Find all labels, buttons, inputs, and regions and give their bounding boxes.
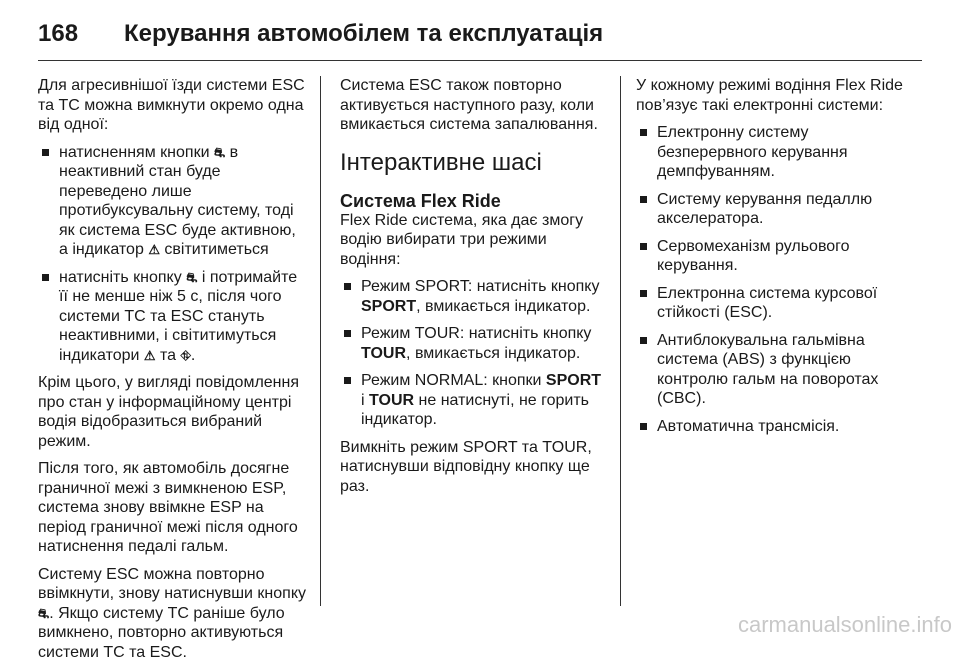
- bullet-icon: [42, 274, 49, 281]
- text: Режим SPORT: натисніть кнопку: [361, 278, 600, 295]
- text: , вмикається індикатор.: [416, 297, 591, 315]
- bullet-icon: [344, 283, 351, 290]
- bullet-icon: [640, 290, 647, 297]
- list-item: [636, 190, 921, 229]
- list-item: [636, 331, 921, 409]
- bullet-icon: [42, 149, 49, 156]
- list-item: [340, 277, 605, 316]
- text: Антиблокувальна гальмівна система (ABS) з функцією контролю гальм на поворотах (CBC).: [657, 331, 879, 407]
- text: , вмикається індикатор.: [406, 344, 581, 362]
- paragraph: [38, 565, 308, 663]
- column-1: [38, 76, 308, 670]
- list-item: [38, 268, 308, 366]
- esc-off-icon: ⚠: [148, 242, 160, 257]
- paragraph: Крім цього, у вигляді повідомлення про стан у інформаційному центрі водія відобразиться вибраний режим.: [38, 374, 300, 450]
- text: Сервомеханізм рульового керування.: [657, 237, 850, 274]
- subsection-heading: Система Flex Ride: [340, 190, 501, 211]
- intro-paragraph: Flex Ride система, яка дає змогу водію вибирати три режими водіння:: [340, 211, 584, 268]
- bullet-icon: [640, 129, 647, 136]
- text: не натиснуті, не горить індикатор.: [361, 391, 590, 428]
- text: Автоматична трансмісія.: [657, 417, 840, 435]
- paragraph: Система ESC також повторно активується наступного разу, коли вмикається система запалювання.: [340, 77, 598, 133]
- list-item: [340, 324, 605, 363]
- key-label: SPORT: [545, 372, 602, 389]
- text: Режим NORMAL: кнопки: [361, 372, 542, 389]
- esc-off-icon: ⚠: [143, 347, 156, 363]
- list-item: [636, 237, 921, 276]
- intro-paragraph: Для агресивнішої їзди системи ESC та TC можна вимкнути окремо одна від одної:: [38, 77, 305, 133]
- text: та: [160, 346, 177, 364]
- bullet-icon: [640, 337, 647, 344]
- text: Електронна система курсової стійкості (ESC).: [657, 284, 878, 321]
- intro-paragraph: У кожному режимі водіння Flex Ride пов’язує такі електронні системи:: [636, 77, 903, 114]
- list-item: [340, 371, 605, 430]
- bullet-icon: [640, 196, 647, 203]
- column-divider: [620, 76, 621, 606]
- header-rule: [38, 60, 922, 61]
- text: натисненням кнопки: [59, 143, 210, 161]
- text: Систему керування педаллю акселератора.: [657, 190, 873, 227]
- text: і: [361, 391, 365, 409]
- column-3: [636, 76, 921, 444]
- bullet-icon: [640, 243, 647, 250]
- key-label: SPORT: [361, 297, 417, 315]
- key-label: TOUR: [369, 391, 415, 409]
- column-divider: [320, 76, 321, 606]
- text: в неактивний стан буде переведено лише протибуксувальну систему, тоді як система ESC буде активною, а індикатор: [59, 143, 296, 258]
- page-number: 168: [38, 20, 79, 47]
- column-2: [340, 76, 605, 504]
- text: світитиметься: [164, 241, 269, 258]
- paragraph: Вимкніть режим SPORT та TOUR, натиснувши відповідну кнопку ще раз.: [340, 438, 592, 495]
- traction-control-off-icon: ⛐: [213, 144, 226, 160]
- section-heading: Інтерактивне шасі: [340, 148, 542, 176]
- bullet-icon: [344, 377, 351, 384]
- list-item: [636, 417, 921, 437]
- bullet-icon: [344, 330, 351, 337]
- paragraph: Після того, як автомобіль досягне граничної межі з вимкненою ESP, система знову ввімкне ESP на період граничної межі після одного натиснення педалі гальм.: [38, 460, 298, 555]
- page-title: Керування автомобілем та експлуатація: [124, 20, 604, 47]
- list-item: [636, 284, 921, 323]
- bullet-icon: [640, 423, 647, 430]
- text: . Якщо систему TC раніше було вимкнено, повторно активуються системи TC та ESC.: [38, 604, 285, 661]
- watermark: carmanualsonline.info: [737, 612, 952, 637]
- text: Електронну систему безперервного керування демпфуванням.: [657, 124, 848, 180]
- traction-control-icon: ⛗: [180, 347, 191, 363]
- text: Систему ESC можна повторно ввімкнути, знову натиснувши кнопку: [38, 565, 306, 602]
- traction-control-off-icon: ⛐: [186, 269, 198, 285]
- page-header: [38, 14, 918, 54]
- traction-control-off-icon: ⛐: [38, 605, 50, 621]
- text: .: [190, 346, 196, 364]
- key-label: TOUR: [361, 344, 407, 362]
- list-item: [636, 123, 921, 182]
- text: Режим TOUR: натисніть кнопку: [361, 325, 592, 342]
- text: натисніть кнопку: [59, 268, 182, 286]
- list-item: [38, 143, 308, 260]
- text: і потримайте її не менше ніж 5 с, після чого системи TC та ESC стануть неактивними, і світитимуться індикатори: [59, 268, 298, 364]
